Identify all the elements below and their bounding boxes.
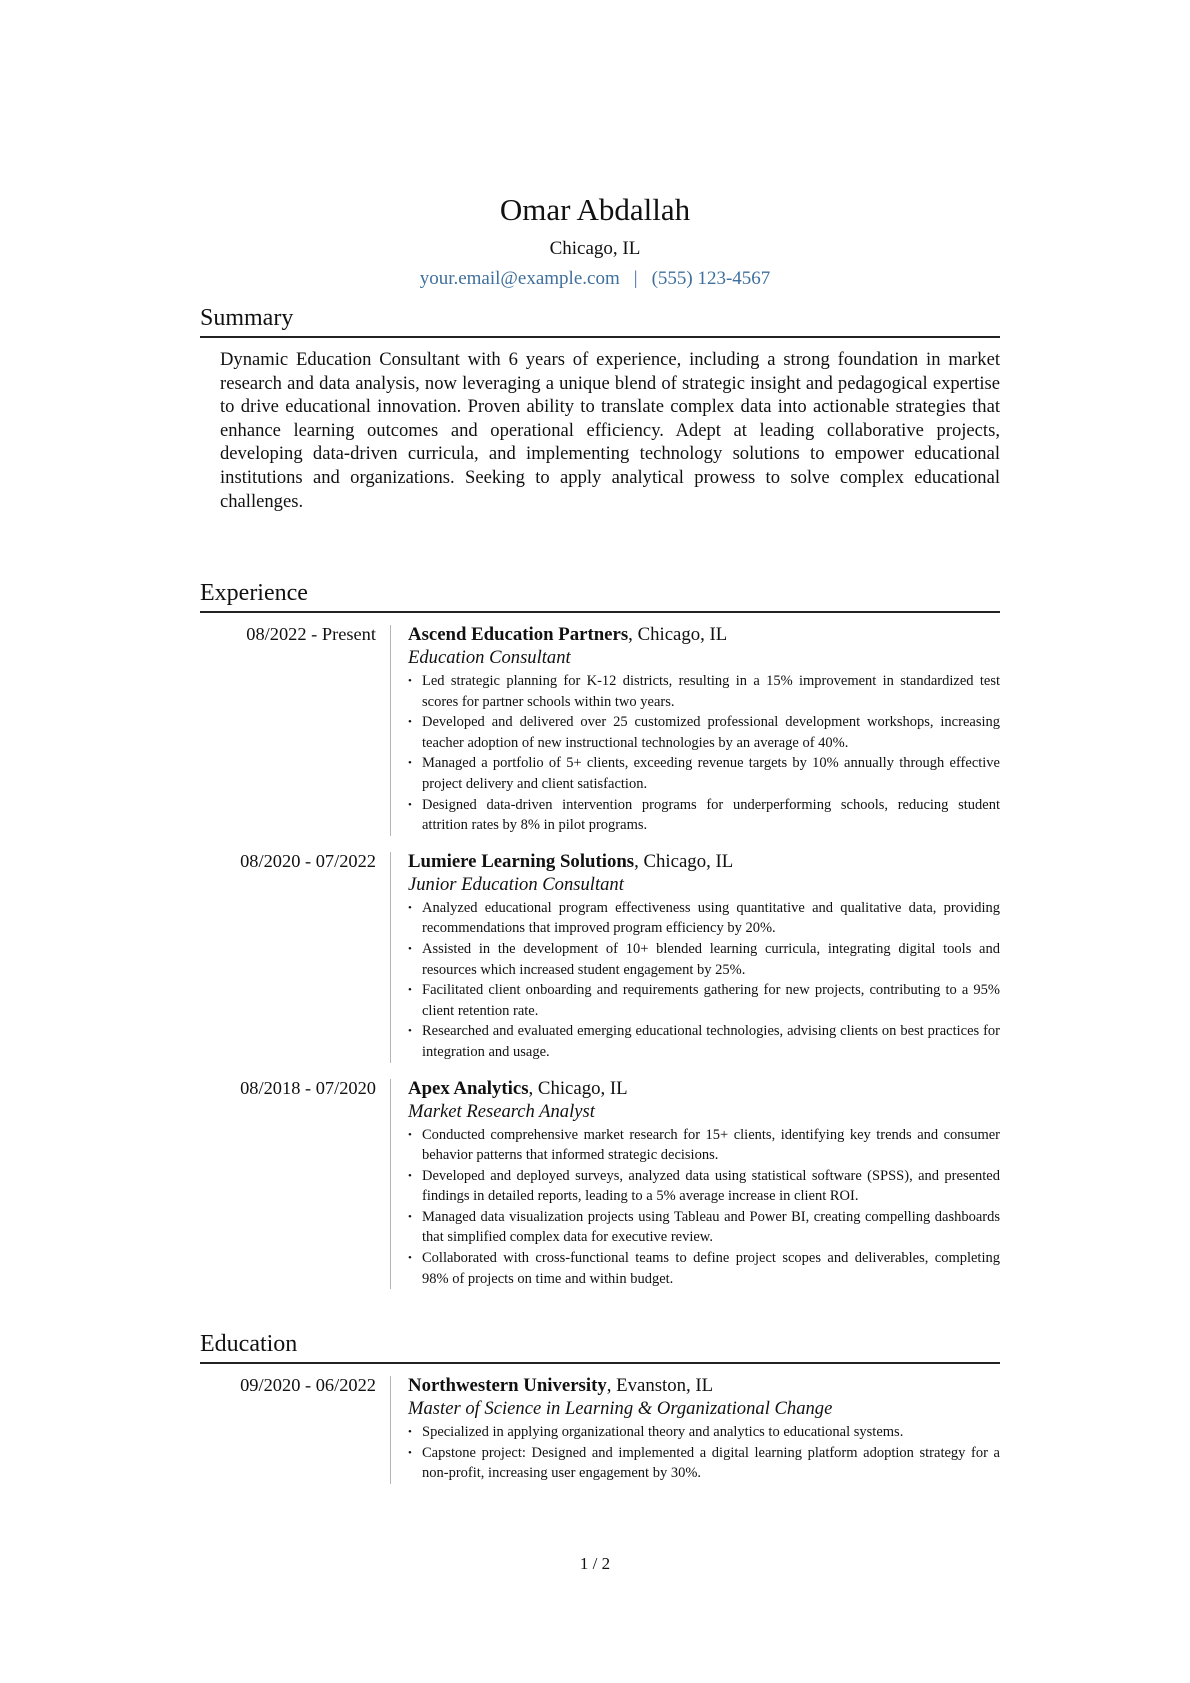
education-entry bbox=[200, 1374, 1000, 1484]
entry-bullets bbox=[408, 1422, 1000, 1484]
bullet-item: • Capstone project: Designed and implemented a digital learning platform adoption strategy for a non-profit, increasing user engagement by 30%. bbox=[408, 1443, 1000, 1484]
entry-bullets bbox=[408, 1125, 1000, 1290]
bullet-item: • Researched and evaluated emerging educational technologies, advising clients on best practices for integration and usage. bbox=[408, 1021, 1000, 1062]
experience-section bbox=[200, 578, 1000, 1289]
experience-entry bbox=[200, 1077, 1000, 1290]
organization-name: Apex Analytics bbox=[408, 1077, 529, 1099]
bullet-item: • Developed and deployed surveys, analyzed data using statistical software (SPSS), and presented findings in detailed reports, leading to a 5% average increase in client ROI. bbox=[408, 1166, 1000, 1207]
entry-organization bbox=[408, 1374, 1000, 1397]
entry-body bbox=[408, 1374, 1000, 1484]
timeline-divider bbox=[390, 852, 391, 1063]
timeline-divider bbox=[390, 1376, 391, 1484]
organization-location: , Chicago, IL bbox=[528, 1077, 628, 1099]
bullet-item: • Conducted comprehensive market research for 15+ clients, identifying key trends and consumer behavior patterns that informed strategic decisions. bbox=[408, 1125, 1000, 1166]
entry-degree: Master of Science in Learning & Organizational Change bbox=[408, 1398, 833, 1419]
bullet-item: • Designed data-driven intervention programs for underperforming schools, reducing student attrition rates by 8% in pilot programs. bbox=[408, 795, 1000, 836]
section-title-experience: Experience bbox=[200, 578, 1000, 613]
contact-line bbox=[0, 266, 1190, 292]
section-title-education: Education bbox=[200, 1329, 1000, 1364]
resume-header bbox=[0, 190, 1190, 292]
entry-role: Education Consultant bbox=[408, 647, 571, 668]
timeline-divider bbox=[390, 625, 391, 836]
entry-role: Junior Education Consultant bbox=[408, 873, 624, 895]
entry-body bbox=[408, 623, 1000, 836]
entry-date: 08/2022 - Present bbox=[246, 624, 376, 644]
bullet-item: • Led strategic planning for K-12 districts, resulting in a 15% improvement in standardized test scores for partner schools within two years. bbox=[408, 671, 1000, 712]
organization-name: Lumiere Learning Solutions bbox=[408, 850, 635, 872]
bullet-item: • Specialized in applying organizational theory and analytics to educational systems. bbox=[408, 1422, 1000, 1443]
entry-body bbox=[408, 850, 1000, 1063]
entry-bullets bbox=[408, 898, 1000, 1063]
organization-location: , Evanston, IL bbox=[606, 1375, 714, 1396]
bullet-item: • Managed data visualization projects using Tableau and Power BI, creating compelling dashboards that simplified complex data for executive review. bbox=[408, 1207, 1000, 1248]
entry-role: Market Research Analyst bbox=[408, 1100, 595, 1122]
entry-bullets bbox=[408, 671, 1000, 836]
bullet-item: • Collaborated with cross-functional teams to define project scopes and deliverables, completing 98% of projects on time and within budget. bbox=[408, 1248, 1000, 1289]
bullet-item: • Analyzed educational program effectiveness using quantitative and qualitative data, providing recommendations that improved program efficiency by 20%. bbox=[408, 898, 1000, 939]
entry-date: 09/2020 - 06/2022 bbox=[240, 1375, 376, 1395]
entry-body bbox=[408, 1077, 1000, 1290]
organization-location: , Chicago, IL bbox=[634, 850, 734, 872]
email-link[interactable]: your.email@example.com bbox=[419, 268, 620, 289]
contact-separator: | bbox=[633, 268, 638, 289]
experience-entry bbox=[200, 623, 1000, 836]
entry-date: 08/2018 - 07/2020 bbox=[240, 1077, 376, 1098]
summary-text: Dynamic Education Consultant with 6 years of experience, including a strong foundation in market research and data analysis, now leveraging a unique blend of strategic insight and pedagogical expertise to drive educational innovation. Proven ability to translate complex data into actionable strategies that enhance learning outcomes and operational efficiency. Adept at leading collaborative projects, developing data-driven curricula, and implementing technology solutions to empower educational institutions and organizations. Seeking to apply analytical prowess to solve complex educational challenges. bbox=[220, 349, 1000, 512]
entry-organization bbox=[408, 850, 1000, 873]
candidate-name: Omar Abdallah bbox=[499, 192, 691, 227]
section-title-summary: Summary bbox=[200, 303, 1000, 338]
entry-date: 08/2020 - 07/2022 bbox=[240, 850, 376, 871]
timeline-divider bbox=[390, 1079, 391, 1290]
entry-organization bbox=[408, 1077, 1000, 1100]
bullet-item: • Managed a portfolio of 5+ clients, exceeding revenue targets by 10% annually through effective project delivery and client satisfaction. bbox=[408, 753, 1000, 794]
experience-entry bbox=[200, 850, 1000, 1063]
phone-link[interactable]: (555) 123-4567 bbox=[651, 268, 771, 289]
organization-name: Ascend Education Partners bbox=[408, 624, 629, 645]
organization-location: , Chicago, IL bbox=[628, 624, 728, 645]
page-number: 1 / 2 bbox=[579, 1554, 611, 1573]
bullet-item: • Developed and delivered over 25 customized professional development workshops, increasing teacher adoption of new instructional technologies by an average of 40%. bbox=[408, 712, 1000, 753]
entry-organization bbox=[408, 623, 1000, 646]
summary-section bbox=[200, 303, 1000, 513]
candidate-location: Chicago, IL bbox=[549, 238, 641, 259]
education-section bbox=[200, 1329, 1000, 1484]
bullet-item: • Facilitated client onboarding and requirements gathering for new projects, contributing to a 95% client retention rate. bbox=[408, 980, 1000, 1021]
bullet-item: • Assisted in the development of 10+ blended learning curricula, integrating digital tools and resources which increased student engagement by 25%. bbox=[408, 939, 1000, 980]
organization-name: Northwestern University bbox=[408, 1375, 607, 1396]
